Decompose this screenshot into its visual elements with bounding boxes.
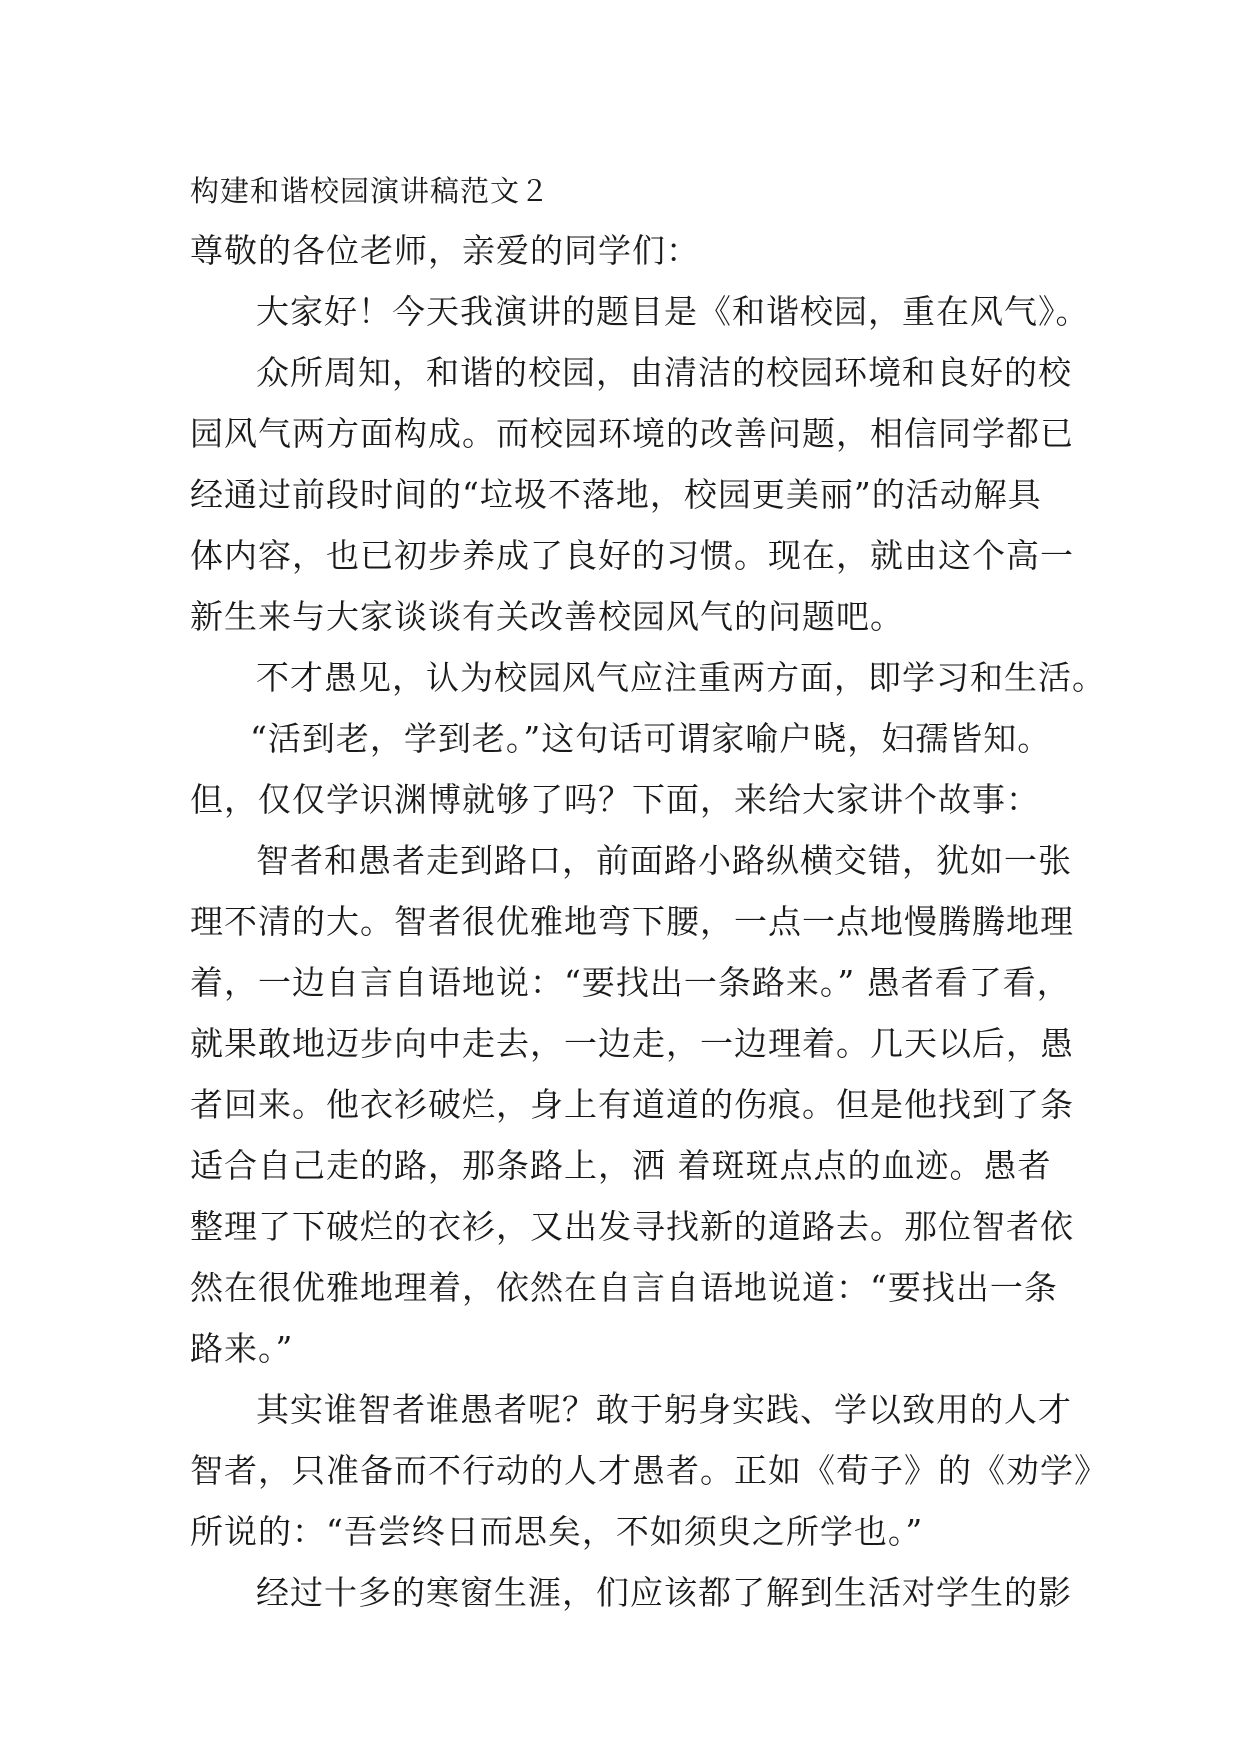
- paragraph-line: “活到老，学到老。”这句话可谓家喻户晓，妇孺皆知。: [250, 719, 1052, 758]
- paragraph-line: 者回来。他衣衫破烂，身上有道道的伤痕。但是他找到了条: [190, 1085, 1074, 1124]
- paragraph-line: 理不清的大。智者很优雅地弯下腰，一点一点地慢腾腾地理: [190, 902, 1074, 941]
- paragraph-line: 整理了下破烂的衣衫，又出发寻找新的道路去。那位智者依: [190, 1207, 1074, 1246]
- paragraph-line: 所说的：“吾尝终日而思矣，不如须臾之所学也。”: [190, 1512, 924, 1551]
- document-title: 构建和谐校园演讲稿范文２: [190, 174, 551, 208]
- paragraph-line: 适合自己走的路，那条路上，洒 着斑斑点点的血迹。愚者: [190, 1146, 1052, 1185]
- paragraph-line: 其实谁智者谁愚者呢？敢于躬身实践、学以致用的人才: [256, 1390, 1072, 1429]
- paragraph-line: 体内容，也已初步养成了良好的习惯。现在，就由这个高一: [190, 536, 1074, 575]
- paragraph-line: 路来。”: [190, 1329, 294, 1368]
- paragraph-line: 智者和愚者走到路口，前面路小路纵横交错，犹如一张: [256, 841, 1072, 880]
- paragraph-line: 大家好！今天我演讲的题目是《和谐校园，重在风气》。: [256, 292, 1090, 331]
- paragraph-line: 就果敢地迈步向中走去，一边走，一边理着。几天以后，愚: [190, 1024, 1074, 1063]
- paragraph-line: 经通过前段时间的“垃圾不落地，校园更美丽”的活动解具: [190, 475, 1042, 514]
- paragraph-line: 众所周知，和谐的校园，由清洁的校园环境和良好的校: [256, 353, 1072, 392]
- document-body: [190, 162, 1108, 1623]
- paragraph-line: 智者，只准备而不行动的人才愚者。正如《荀子》的《劝学》: [190, 1451, 1108, 1490]
- paragraph-line: 新生来与大家谈谈有关改善校园风气的问题吧。: [190, 597, 904, 636]
- paragraph-line: 园风气两方面构成。而校园环境的改善问题，相信同学都已: [190, 414, 1074, 453]
- paragraph-line: 然在很优雅地理着，依然在自言自语地说道：“要找出一条: [190, 1268, 1058, 1307]
- paragraph-line: 经过十多的寒窗生涯，们应该都了解到生活对学生的影: [256, 1573, 1072, 1612]
- paragraph-line: 着，一边自言自语地说：“要找出一条路来。” 愚者看了看，: [190, 963, 1071, 1002]
- paragraph-line: 不才愚见，认为校园风气应注重两方面，即学习和生活。: [256, 658, 1106, 697]
- salutation-line: 尊敬的各位老师，亲爱的同学们：: [190, 231, 700, 270]
- paragraph-line: 但，仅仅学识渊博就够了吗？下面，来给大家讲个故事：: [190, 780, 1040, 819]
